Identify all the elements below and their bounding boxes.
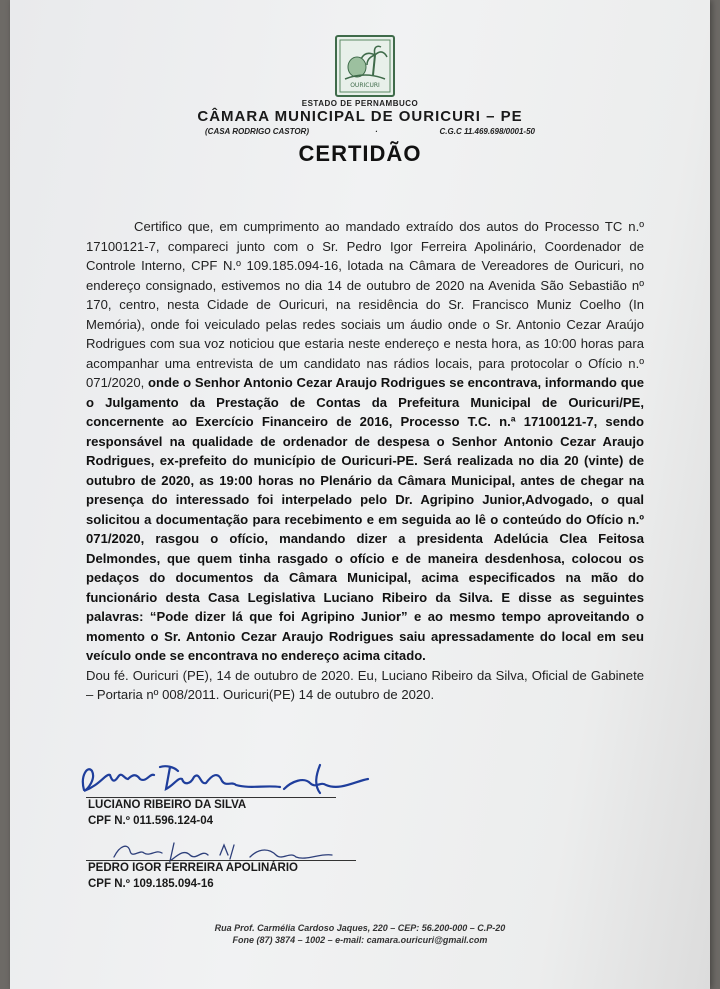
- signer-1-name: LUCIANO RIBEIRO DA SILVA: [88, 799, 247, 811]
- signer-1-cpf: CPF N.º 011.596.124-04: [88, 815, 214, 827]
- logo-text: OURICURI: [350, 82, 380, 89]
- house-name: (CASA RODRIGO CASTOR): [205, 127, 309, 136]
- signature-1-line: [86, 797, 336, 798]
- certificate-body: [86, 217, 644, 705]
- document-page: [10, 0, 710, 989]
- signature-block: [70, 745, 400, 895]
- document-title: CERTIDÃO: [298, 141, 422, 166]
- closing-paragraph: Dou fé. Ouricuri (PE), 14 de outubro de 2020. Eu, Luciano Ribeiro da Silva, Oficial de Gabinete – Portaria nº 008/2011. Ouricuri(PE) 14 de outubro de 2020.: [86, 667, 644, 702]
- signer-2-name: PEDRO IGOR FERREIRA APOLINÁRIO: [88, 862, 298, 874]
- signature-2-line: [86, 860, 356, 861]
- coat-of-arms-logo: [335, 35, 395, 97]
- signature-1-handwriting: [70, 745, 400, 805]
- chamber-name: CÂMARA MUNICIPAL DE OURICURI – PE: [197, 108, 523, 125]
- footer-address: Rua Prof. Carmélia Cardoso Jaques, 220 – CEP: 56.200-000 – C.P-20: [214, 923, 506, 933]
- bold-text: onde o Senhor Antonio Cezar Araujo Rodrigues se encontrava, informando que o Julgamento da Prestação de Contas da Prefeitura Municipal de Ouricuri/PE, concernente ao Exercício Financeiro de 2016, Processo T.C. n.ª 17100121-7, sendo responsável na qualidade de ordenador de despesa o Senhor Antonio Cezar Araujo Rodrigues, ex-prefeito do município de Ouricuri-PE. Será realizada no dia 20 (vinte) de outubro de 2020, as 19:00 horas no Plenário da Câmara Municipal, antes de chegar na presença do interessado foi interpelado pelo Dr. Agripino Junior,Advogado, o qual solicitou a documentação para recebimento e em seguida ao lê o conteúdo do Ofício n.º 071/2020, rasgou o ofício, mandando dizer a presidenta Adelúcia Clea Feitosa Delmondes, que quem tinha rasgado o ofício e de maneira desdenhosa, colocou os pedaços do documentos da Câmara Municipal, acima especificados na mão do funcionário desta Casa Legislativa Luciano Ribeiro da Silva. E disse as seguintes palavras: “Pode dizer lá que foi Agripino Junior” e ao mesmo tempo aproveitando o momento o Sr. Antonio Cezar Araujo Rodrigues saiu apressadamente do local em seu veículo onde se encontrava no endereço acima citado.: [86, 375, 644, 663]
- header-subline: [205, 127, 535, 136]
- footer-contact: Fone (87) 3874 – 1002 – e-mail: camara.ouricuri@gmail.com: [232, 935, 488, 945]
- separator-dot: ·: [375, 127, 378, 136]
- state-name: ESTADO DE PERNAMBUCO: [301, 99, 419, 108]
- cgc-number: C.G.C 11.469.698/0001-50: [439, 127, 535, 136]
- intro-text: Certifico que, em cumprimento ao mandado extraído dos autos do Processo TC n.º 17100121-7, compareci junto com o Sr. Pedro Igor Ferreira Apolinário, Coordenador de Controle Interno, CPF N.º 109.185.094-16, lotada na Câmara de Vereadores de Ouricuri, no endereço consignado, estivemos no dia 14 de outubro de 2020 na Avenida São Sebastião nº 170, centro, nesta Cidade de Ouricuri, na residência do Sr. Francisco Muniz Coelho (In Memória), onde foi veiculado pelas redes sociais um áudio onde o Sr. Antonio Cezar Araújo Rodrigues com sua voz noticiou que estaria neste endereço e nesta hora, as 10:00 horas para acompanhar uma entrevista de um candidato nas rádios locais, para protocolar o Ofício n.º 071/2020,: [86, 219, 644, 390]
- main-paragraph: [86, 217, 644, 666]
- signer-2-cpf: CPF N.º 109.185.094-16: [88, 878, 214, 890]
